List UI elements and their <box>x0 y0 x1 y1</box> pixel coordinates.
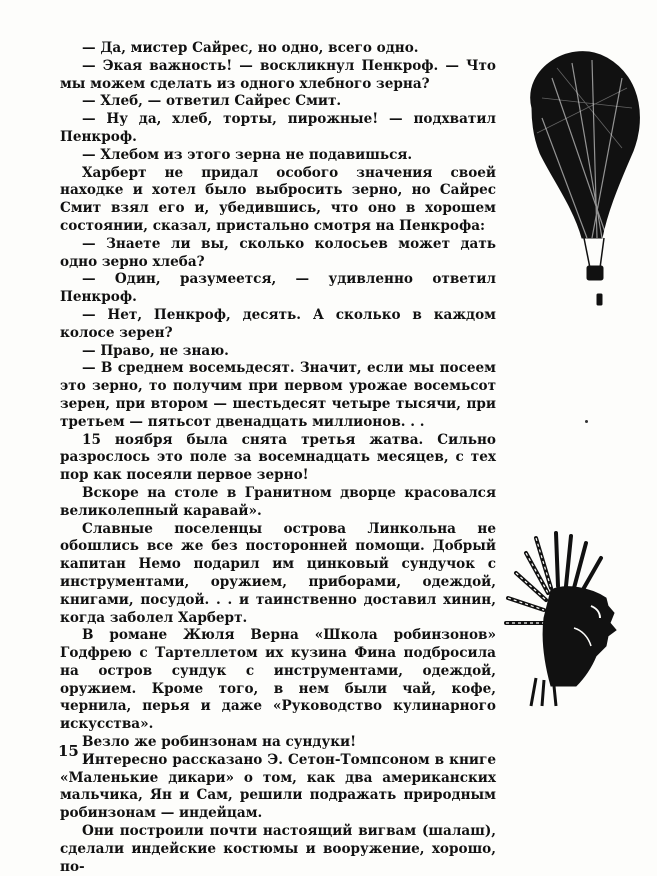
paragraph: — Знаете ли вы, сколько колосьев может дать одно зерно хлеба? <box>60 235 496 270</box>
ink-speck <box>585 420 588 423</box>
paragraph: Везло же робинзонам на сундуки! <box>82 734 357 751</box>
hot-air-balloon-sketch-icon <box>512 38 652 318</box>
paragraph: — Нет, Пенкроф, десять. А сколько в каждом колосе зерен? <box>60 306 496 341</box>
paragraph: — В среднем восемьдесят. Значит, если мы посеем это зерно, то получим при первом урожае восемьсот зерен, при втором — шестьдесят четыре тысячи, при третьем — пятьсот двенадцать миллионов. . . <box>60 360 496 430</box>
page-number: 15 <box>58 742 79 760</box>
paragraph: — Экая важность! — воскликнул Пенкроф. — Что мы можем сделать из одного хлебного зерна? <box>60 57 496 92</box>
paragraph: — Хлебом из этого зерна не подавишься. <box>82 146 413 163</box>
native-chief-headdress-sketch-icon <box>496 528 656 708</box>
paragraph: — Ну да, хлеб, торты, пирожные! — подхватил Пенкроф. <box>60 111 496 145</box>
paragraph: Интересно рассказано Э. Сетон-Томпсоном в книге «Маленькие дикари» о том, как два американских мальчика, Ян и Сам, решили подражать природным робинзонам — индейцам. <box>60 751 496 822</box>
page-text <box>60 40 496 876</box>
paragraph: Славные поселенцы острова Линкольна не обошлись все же без посторонней помощи. Добрый капитан Немо подарил им цинковый сундучок с инструментами, оружием, приборами, одеждой, книгами, посудой. . . и таинственно доставил хинин, когда заболел Харберт. <box>60 520 496 626</box>
paragraph: В романе Жюля Верна «Школа робинзонов» Годфрею с Тартеллетом их кузина Фина подбросила на остров сундук с инструментами, одеждой, оружием. Кроме того, в нем были чай, кофе, чернила, перья и даже «Руководство кулинарного искусства». <box>60 627 496 733</box>
paragraph: 15 ноября была снята третья жатва. Сильно разрослось это поле за восемнадцать месяцев, с тех пор как посеяли первое зерно! <box>60 431 496 484</box>
paragraph: — Право, не знаю. <box>82 342 229 359</box>
paragraph: Они построили почти настоящий вигвам (шалаш), сделали индейские костюмы и вооружение, хорошо, по- <box>60 823 496 875</box>
paragraph: Вскоре на столе в Гранитном дворце красовался великолепный каравай». <box>60 484 496 519</box>
paragraph: Харберт не придал особого значения своей находке и хотел было выбросить зерно, но Сайрес Смит взял его и, убедившись, что оно в хорошем состоянии, сказал, пристально смотря на Пенкрофа: <box>60 164 496 234</box>
paragraph: — Один, разумеется, — удивленно ответил Пенкроф. <box>60 271 496 306</box>
paragraph: — Да, мистер Сайрес, но одно, всего одно. <box>82 40 419 56</box>
paragraph: — Хлеб, — ответил Сайрес Смит. <box>82 93 342 110</box>
